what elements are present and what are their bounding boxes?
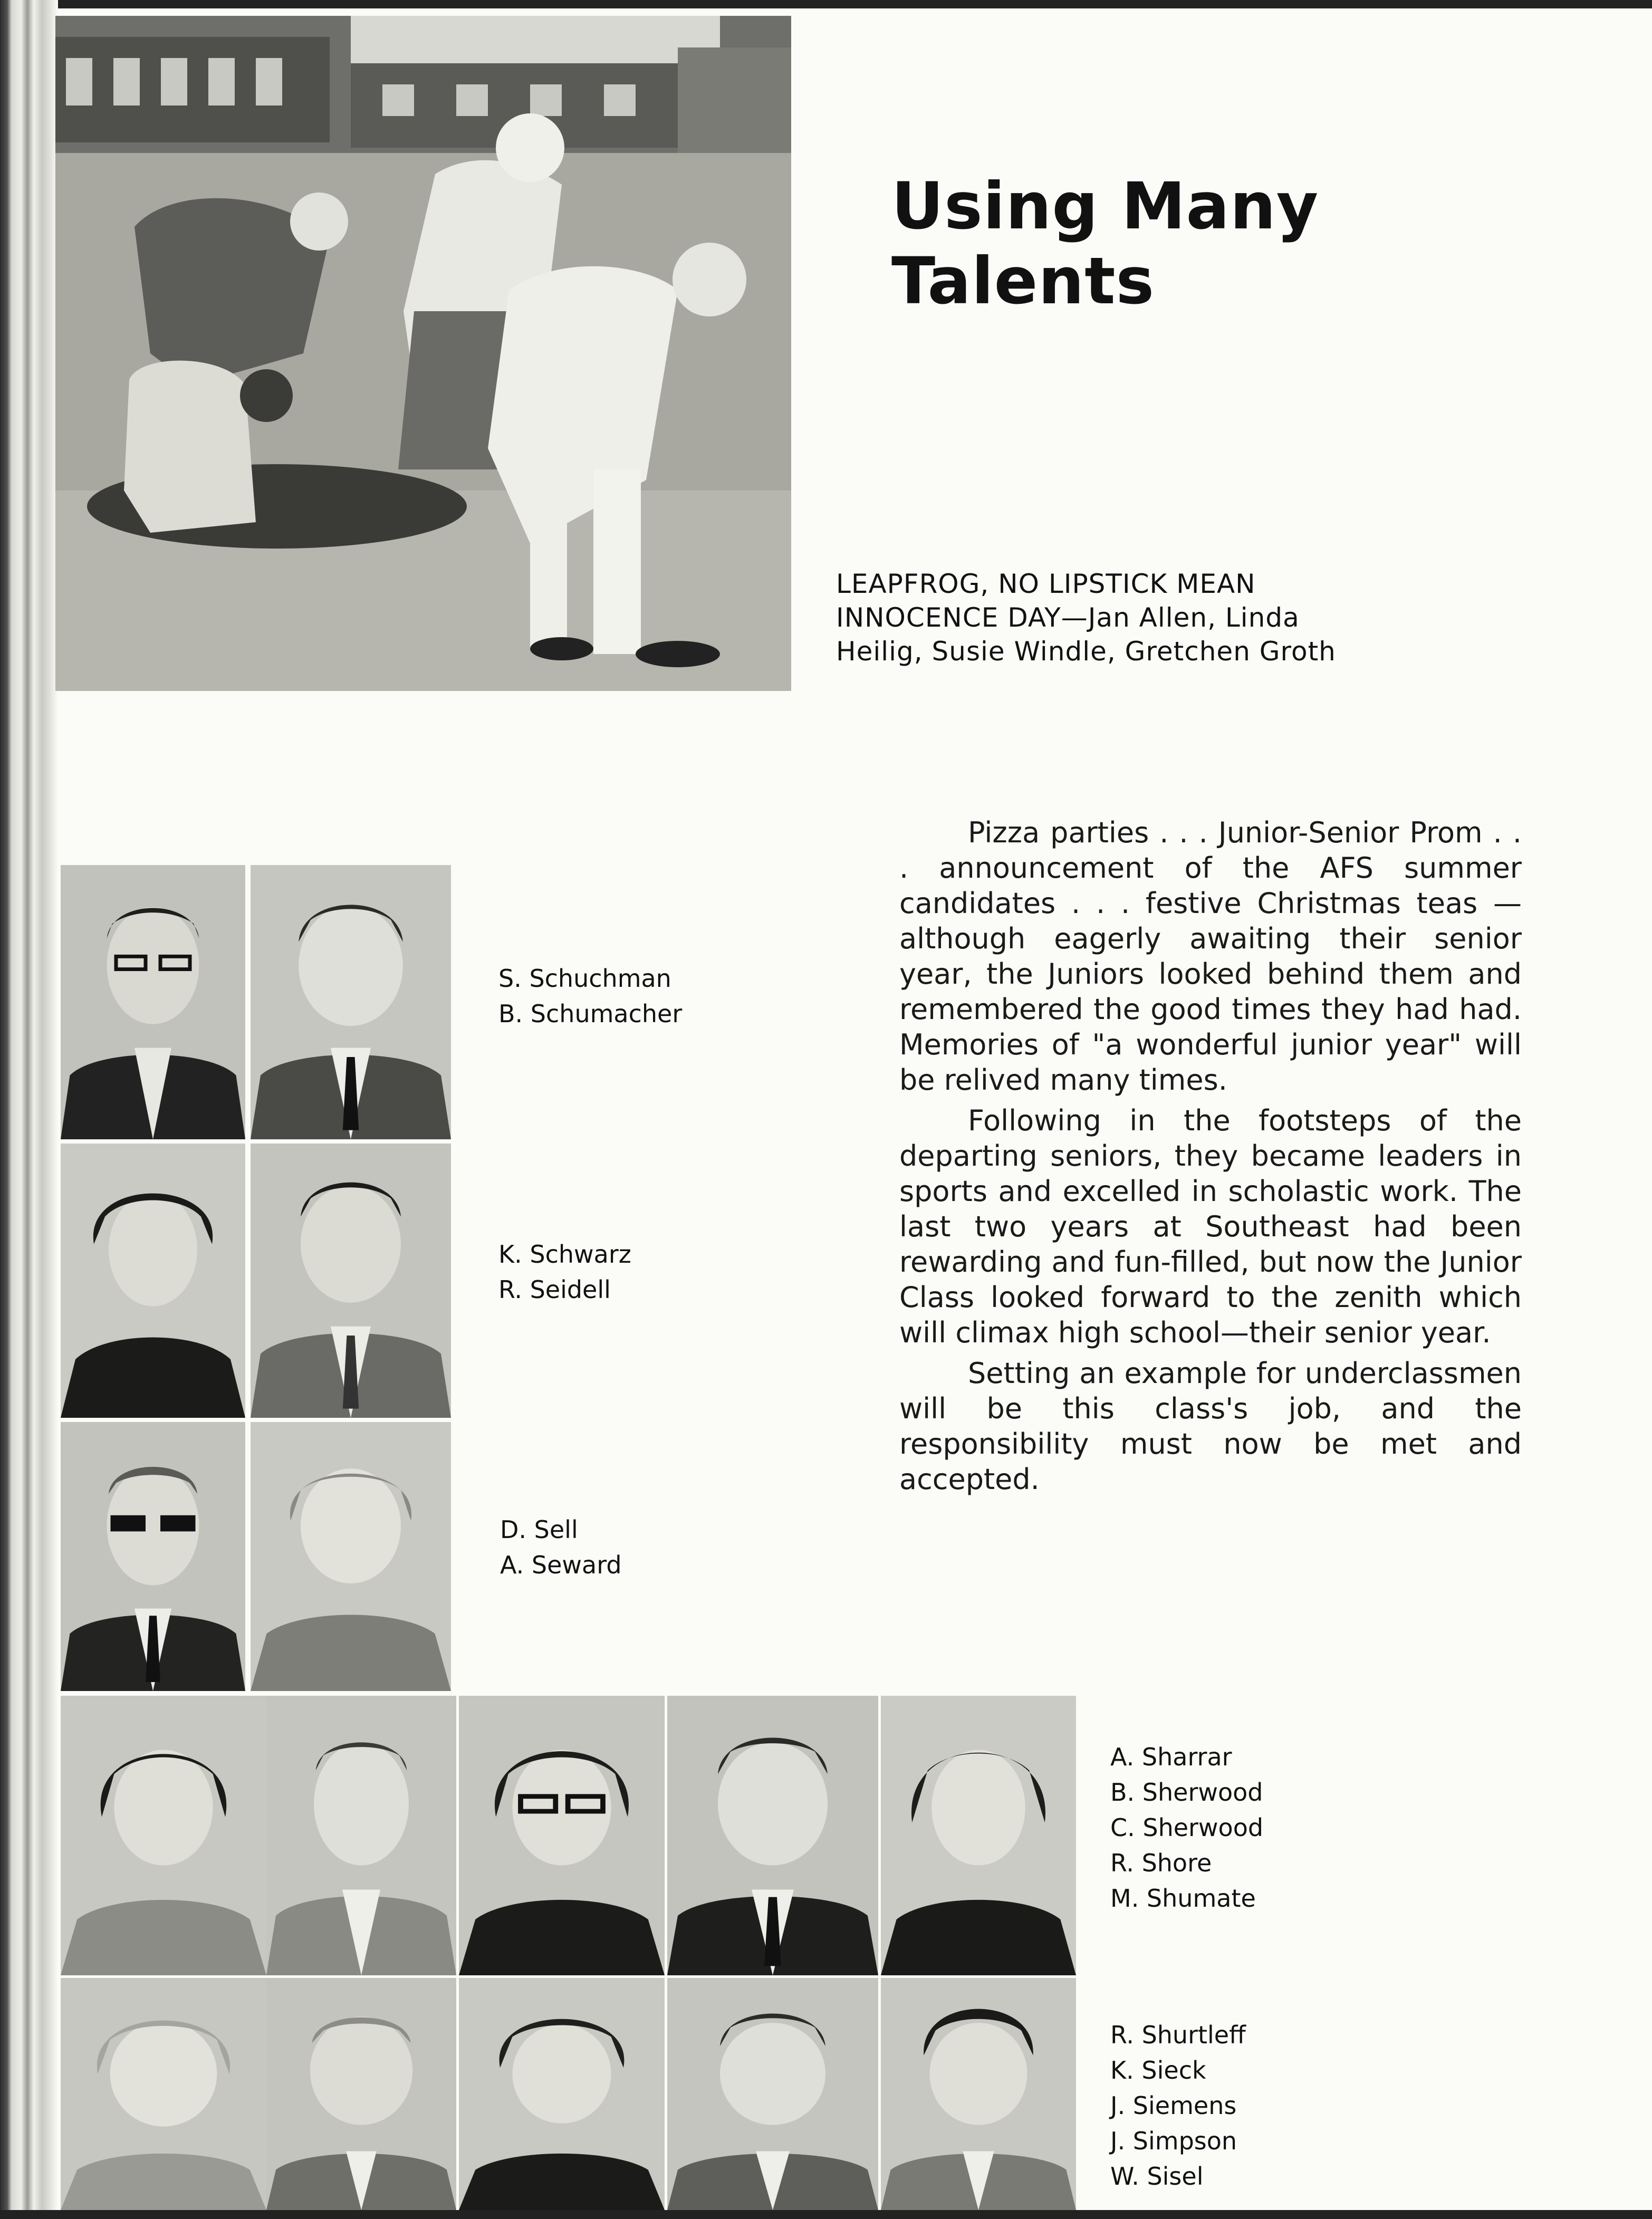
student-name: R. Shore [1110,1849,1212,1877]
portrait [61,865,245,1139]
portrait [61,1696,266,1975]
student-name: W. Sisel [1110,2162,1204,2191]
portrait [266,1978,456,2210]
photo-caption [836,567,1390,668]
student-name: J. Simpson [1110,2127,1237,2155]
body-paragraph: Setting an example for underclassmen will be this class's job, and the responsibility must now be met and accepted. [899,1357,1522,1496]
body-text [899,815,1522,1502]
portrait [667,1696,878,1975]
book-binding [0,0,58,2219]
student-name: J. Siemens [1110,2091,1237,2120]
portrait [61,1422,245,1691]
student-name: A. Seward [500,1551,622,1579]
portrait-names [1110,1740,1263,1916]
page-top-edge [0,0,1652,8]
portrait [881,1696,1076,1975]
caption-line: LEAPFROG, NO LIPSTICK MEAN [836,569,1256,599]
caption-line: Heilig, Susie Windle, Gretchen Groth [836,636,1336,667]
student-name: A. Sharrar [1110,1743,1232,1771]
portrait [881,1978,1076,2210]
portrait [61,1144,245,1418]
portrait-names [500,1512,622,1583]
student-name: B. Schumacher [498,1000,683,1028]
portrait [251,865,451,1139]
portrait [459,1978,665,2210]
student-name: C. Sherwood [1110,1813,1264,1842]
student-name: D. Sell [500,1515,578,1544]
student-name: R. Shurtleff [1110,2021,1246,2049]
student-name: S. Schuchman [498,964,671,993]
portrait [61,1978,266,2210]
page-bottom-edge [0,2210,1652,2219]
portrait [251,1144,451,1418]
caption-line: INNOCENCE DAY—Jan Allen, Linda [836,602,1300,633]
portrait-names [498,961,682,1032]
portrait-names [1110,2018,1246,2194]
leapfrog-photo [55,16,791,691]
body-paragraph: Pizza parties . . . Junior-Senior Prom . . . announcement of the AFS summer candidates . . . festive Christmas teas — although eagerly awaiting their senior year, the Juniors looked behind them and remembered the good times they had had. Memories of "a wonderful junior year" will be relived many times. [899,816,1522,1097]
student-name: K. Schwarz [498,1240,631,1269]
student-name: B. Sherwood [1110,1778,1263,1807]
body-paragraph: Following in the footsteps of the departing seniors, they became leaders in sports and excelled in scholastic work. The last two years at Southeast had been rewarding and fun-filled, but now the Junior Class looked forward to the zenith which will climax high school—their senior year. [899,1104,1522,1349]
portrait [667,1978,878,2210]
student-name: M. Shumate [1110,1884,1256,1913]
portrait [251,1422,451,1691]
portrait [266,1696,456,1975]
student-name: R. Seidell [498,1275,611,1304]
student-name: K. Sieck [1110,2056,1206,2084]
portrait [459,1696,665,1975]
page-title: Using Many Talents [891,169,1319,319]
portrait-names [498,1237,631,1308]
